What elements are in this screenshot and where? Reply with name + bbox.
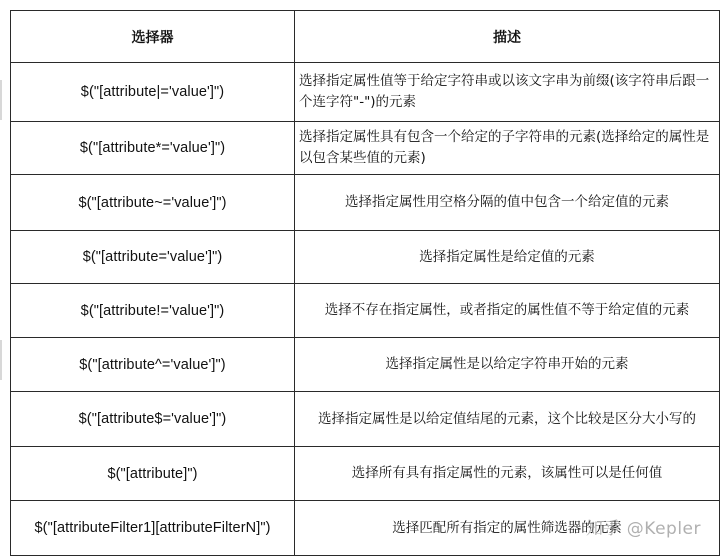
header-description: 描述 [295,11,720,63]
header-selector: 选择器 [11,11,295,63]
description-cell: 选择指定属性是以给定值结尾的元素，这个比较是区分大小写的 [295,392,720,447]
description-cell: 选择指定属性是给定值的元素 [295,231,720,284]
selector-table [10,10,720,556]
selector-cell: $("[attribute]") [11,447,295,501]
table-row [11,231,720,284]
description-cell: 选择指定属性是以给定字符串开始的元素 [295,338,720,392]
scan-artifact [0,80,2,120]
scan-artifact [0,340,2,380]
table-row [11,338,720,392]
selector-cell: $("[attribute='value']") [11,231,295,284]
description-cell: 选择指定属性用空格分隔的值中包含一个给定值的元素 [295,175,720,231]
description-cell: 选择指定属性具有包含一个给定的子字符串的元素(选择给定的属性是以包含某些值的元素) [295,122,720,175]
table-row [11,122,720,175]
description-cell: 选择不存在指定属性，或者指定的属性值不等于给定值的元素 [295,284,720,338]
table-row [11,284,720,338]
table-row [11,447,720,501]
table-row [11,392,720,447]
table-row [11,175,720,231]
selector-cell: $("[attribute^='value']") [11,338,295,392]
selector-cell: $("[attribute*='value']") [11,122,295,175]
watermark: 知乎 @Kepler [585,519,701,539]
description-cell: 选择匹配所有指定的属性筛选器的元素 [295,501,720,556]
selector-cell: $("[attribute$='value']") [11,392,295,447]
description-cell: 选择指定属性值等于给定字符串或以该文字串为前缀(该字符串后跟一个连字符"-")的元素 [295,63,720,122]
description-cell: 选择所有具有指定属性的元素，该属性可以是任何值 [295,447,720,501]
selector-cell: $("[attribute|='value']") [11,63,295,122]
selector-cell: $("[attribute~='value']") [11,175,295,231]
selector-cell: $("[attribute!='value']") [11,284,295,338]
selector-cell: $("[attributeFilter1][attributeFilterN]") [11,501,295,556]
table-header-row [11,11,720,63]
table-row [11,63,720,122]
